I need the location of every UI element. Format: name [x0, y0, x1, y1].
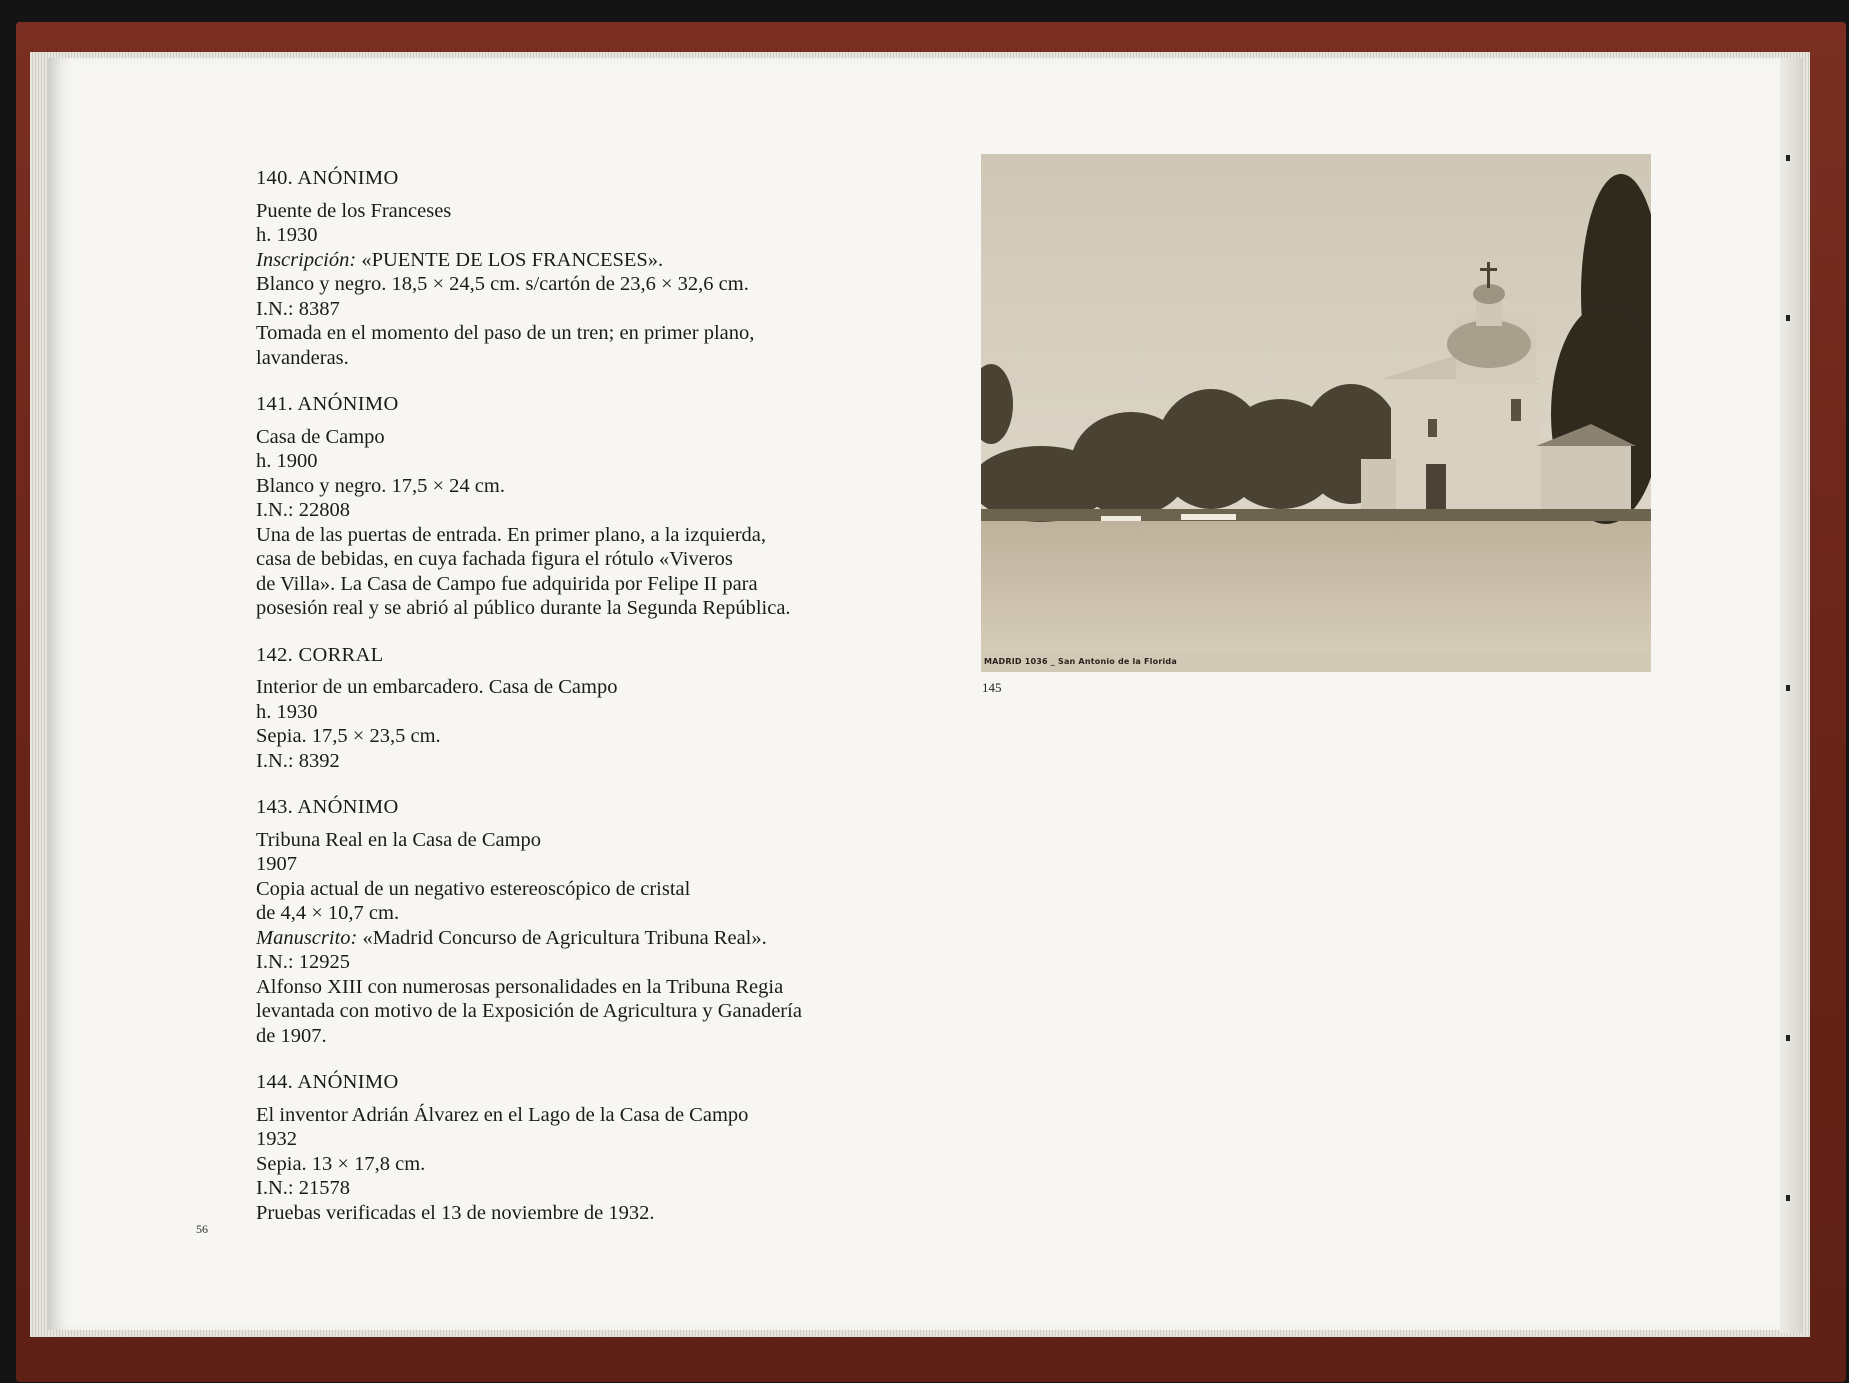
entry-line [256, 1127, 976, 1152]
entry-line [256, 877, 976, 902]
edge-mark [1786, 685, 1790, 691]
entry-line [256, 272, 976, 297]
entry-line-text: lavanderas. [256, 346, 349, 369]
entry-line-text: Blanco y negro. 18,5 × 24,5 cm. s/cartón de 23,6 × 32,6 cm. [256, 273, 749, 295]
entry-line-text: I.N.: 8392 [256, 749, 340, 772]
entry-line-label: Manuscrito: [256, 926, 358, 949]
entry-line [256, 1176, 976, 1201]
entry-heading: 143. ANÓNIMO [256, 796, 399, 818]
entry-line-text: Pruebas verificadas el 13 de noviembre de 1932. [256, 1201, 655, 1224]
entry-line-text: Sepia. 13 × 17,8 cm. [256, 1152, 426, 1175]
entry-heading: 140. ANÓNIMO [256, 167, 399, 189]
edge-mark [1786, 1195, 1790, 1201]
entry-line [256, 926, 976, 951]
entry-line [256, 828, 976, 853]
entry-line [256, 975, 976, 1000]
entry-line [256, 1103, 976, 1128]
entry-line [256, 572, 976, 597]
entry-line-text: 1932 [256, 1128, 297, 1150]
entry-line-text: Interior de un embarcadero. Casa de Campo [256, 676, 618, 698]
entry-line-text: levantada con motivo de la Exposición de Agricultura y Ganadería [256, 1000, 802, 1022]
entry-line-text: Puente de los Franceses [256, 199, 452, 222]
entry-line-text: I.N.: 21578 [256, 1177, 350, 1199]
entry-line-text: Tribuna Real en la Casa de Campo [256, 828, 542, 851]
entry-line-text: Una de las puertas de entrada. En primer plano, a la izquierda, [256, 523, 767, 546]
catalog-entry [256, 643, 976, 774]
photograph-san-antonio-de-la-florida [981, 154, 1651, 672]
entry-line-text: de Villa». La Casa de Campo fue adquirida por Felipe II para [256, 572, 758, 595]
entry-line [256, 675, 976, 700]
entry-line-text: I.N.: 8387 [256, 297, 340, 320]
entry-line [256, 950, 976, 975]
entry-line [256, 449, 976, 474]
entry-line [256, 852, 976, 877]
entry-line-text: Blanco y negro. 17,5 × 24 cm. [256, 474, 505, 497]
entry-line-text: «Madrid Concurso de Agricultura Tribuna Real». [357, 926, 767, 949]
entry-line [256, 321, 976, 346]
entry-line-text: I.N.: 22808 [256, 499, 350, 521]
entry-line [256, 1024, 976, 1049]
catalog-text-column [256, 166, 976, 1247]
entry-line-text: 1907 [256, 853, 297, 875]
entry-line [256, 248, 976, 273]
edge-mark [1786, 1035, 1790, 1041]
entry-line-text: Casa de Campo [256, 425, 385, 448]
entry-line [256, 1201, 976, 1226]
entry-line-text: de 4,4 × 10,7 cm. [256, 902, 400, 924]
entry-line [256, 346, 976, 371]
entry-line [256, 901, 976, 926]
catalog-entry [256, 795, 976, 1048]
entry-line [256, 749, 976, 774]
entry-line [256, 596, 976, 621]
entry-line [256, 498, 976, 523]
entry-line-label: Inscripción: [256, 248, 357, 271]
entry-line-text: h. 1930 [256, 700, 318, 723]
entry-line-text: h. 1900 [256, 450, 318, 472]
page-stack-right [1780, 58, 1802, 1333]
entry-heading: 144. ANÓNIMO [256, 1071, 399, 1093]
entry-line-text: Alfonso XIII con numerosas personalidades en la Tribuna Regia [256, 975, 784, 998]
entry-line-text: «PUENTE DE LOS FRANCESES». [356, 248, 664, 271]
entry-line-text: h. 1930 [256, 224, 318, 246]
entry-line-text: Sepia. 17,5 × 23,5 cm. [256, 725, 441, 747]
plate-number: 145 [982, 680, 1002, 695]
entry-line-text: I.N.: 12925 [256, 951, 350, 973]
entry-line-text: El inventor Adrián Álvarez en el Lago de la Casa de Campo [256, 1103, 749, 1126]
entry-line [256, 724, 976, 749]
entry-line [256, 199, 976, 224]
entry-line [256, 425, 976, 450]
entry-line-text: casa de bebidas, en cuya fachada figura el rótulo «Viveros [256, 548, 733, 570]
entry-line [256, 223, 976, 248]
catalog-entry [256, 166, 976, 370]
entry-line [256, 297, 976, 322]
entry-line-text: Copia actual de un negativo estereoscópico de cristal [256, 877, 691, 900]
entry-line-text: de 1907. [256, 1024, 327, 1047]
catalog-entry [256, 392, 976, 621]
entry-line [256, 700, 976, 725]
edge-mark [1786, 155, 1790, 161]
entry-line-text: Tomada en el momento del paso de un tren; en primer plano, [256, 322, 755, 344]
entry-heading: 142. CORRAL [256, 643, 384, 666]
photo-caption: MADRID 1036 _ San Antonio de la Florida [984, 657, 1177, 666]
entry-line [256, 523, 976, 548]
catalog-entry [256, 1070, 976, 1225]
entry-line [256, 999, 976, 1024]
entry-line [256, 1152, 976, 1177]
entry-line-text: posesión real y se abrió al público durante la Segunda República. [256, 597, 791, 619]
edge-mark [1786, 315, 1790, 321]
entry-line [256, 474, 976, 499]
page-number: 56 [196, 1222, 208, 1236]
entry-heading: 141. ANÓNIMO [256, 393, 399, 415]
entry-line [256, 547, 976, 572]
